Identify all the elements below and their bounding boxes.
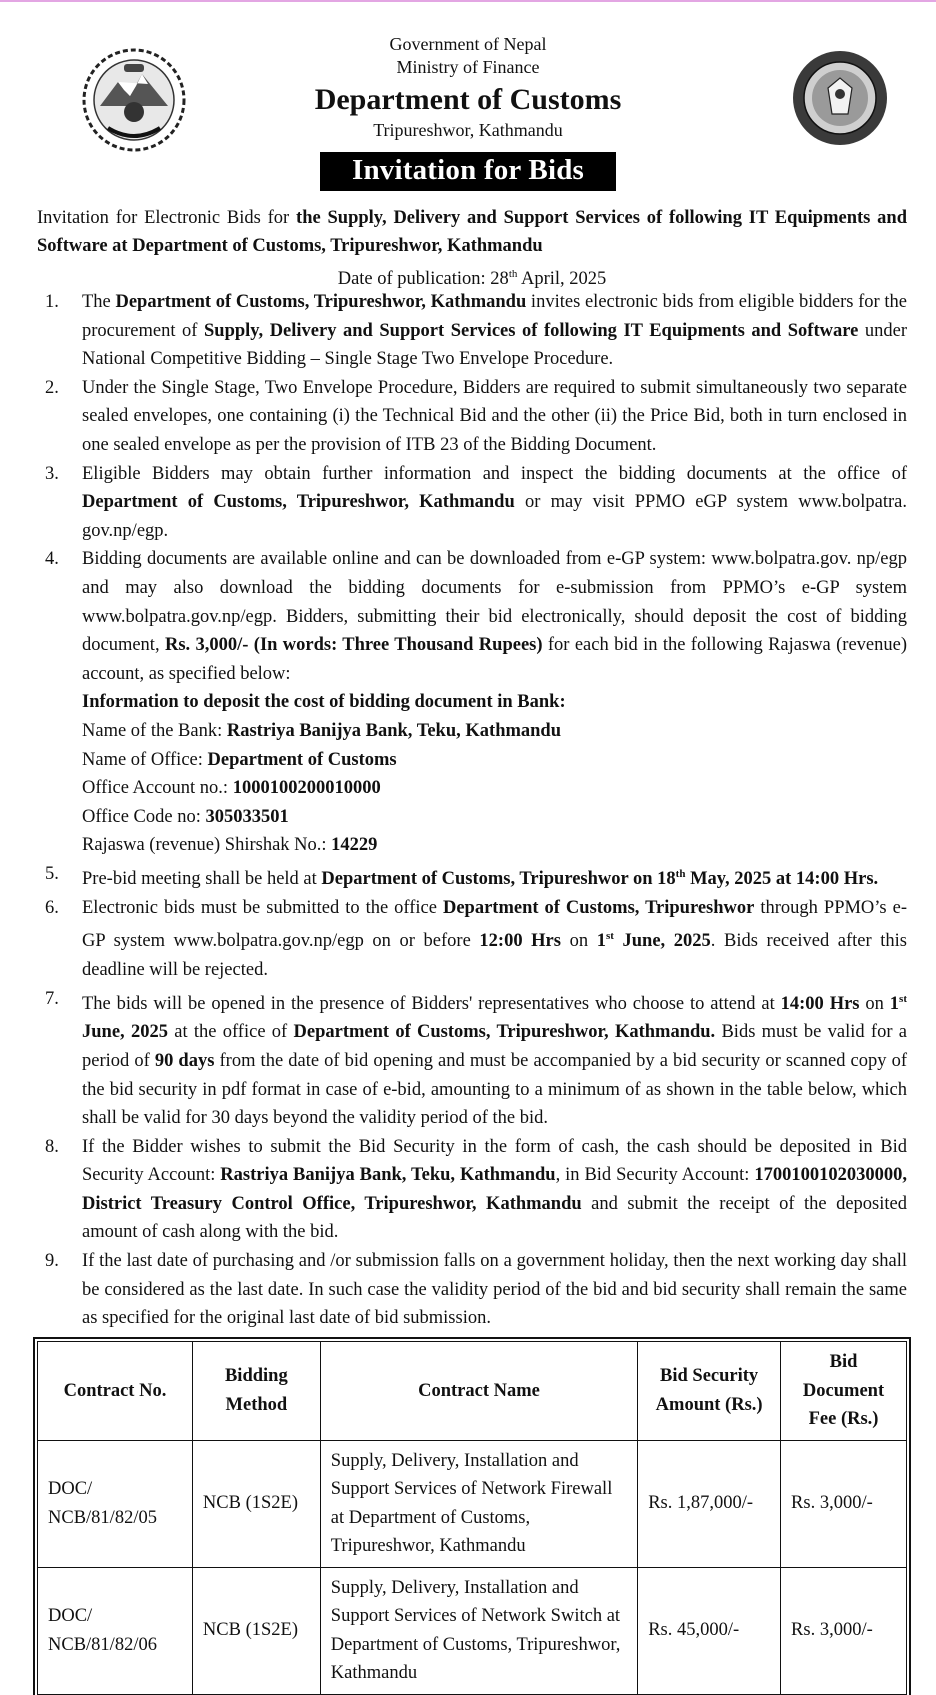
table-header-row: [38, 1342, 907, 1441]
government-line: Government of Nepal: [389, 34, 547, 54]
notice-header: [0, 33, 936, 191]
shirshak-label: Rajaswa (revenue) Shirshak No.:: [82, 835, 332, 856]
office-code-value: 305033501: [205, 806, 289, 827]
bank-info-title: Information to deposit the cost of bidding document in Bank:: [82, 692, 566, 713]
contracts-table: [37, 1341, 907, 1695]
item-number: 5.: [45, 863, 59, 884]
date-rest: April, 2025: [517, 269, 607, 290]
item-text: under National Competitive Bidding – Single Stage Two Envelope Procedure.: [82, 320, 907, 370]
header-contract-name: Contract Name: [320, 1342, 637, 1441]
cell-bid-security: Rs. 45,000/-: [638, 1567, 781, 1694]
cell-document-fee: Rs. 3,000/-: [781, 1440, 907, 1567]
header-bid-security: Bid Security Amount (Rs.): [638, 1342, 781, 1441]
cell-contract-no: DOC/ NCB/81/82/06: [38, 1567, 193, 1694]
item-bold: Department of Customs, Tripureshwor, Kathmandu: [115, 292, 527, 312]
item-bold: 1700100102030000, District Treasury Control Office, Tripureshwor, Kathmandu: [82, 1165, 907, 1214]
item-bold: Rs. 3,000/- (In words: Three Thousand Rupees): [164, 635, 543, 656]
office-name-value: Department of Customs: [207, 749, 397, 770]
cell-contract-name: Supply, Delivery, Installation and Support Services of Network Firewall at Department of Customs, Tripureshwor, Kathmandu: [320, 1440, 637, 1567]
item-number: 4.: [45, 549, 59, 570]
list-item: [37, 860, 907, 894]
item-text: If the last date of purchasing and /or submission falls on a government holiday, then the next working day shall be considered as the last date. In such case the validity period of the bid and bid security shall remain the same as specified for the original last date of bid submission.: [82, 1251, 907, 1329]
table-row: [38, 1567, 907, 1694]
item-text: for each bid in the following Rajaswa (revenue) account, as specified below:: [82, 635, 907, 684]
office-name-label: Name of Office:: [82, 749, 208, 770]
list-item: [37, 460, 907, 546]
top-border-line: [0, 0, 936, 2]
item-bold: May, 2025 at 14:00 Hrs.: [685, 869, 879, 890]
table-row: [38, 1440, 907, 1567]
item-bold: June, 2025: [613, 931, 711, 952]
item-text: on: [859, 993, 890, 1014]
item-number: 2.: [45, 377, 59, 398]
item-bold: Rastriya Banijya Bank, Teku, Kathmandu: [220, 1165, 556, 1186]
ministry-line: Ministry of Finance: [396, 57, 540, 77]
item-number: 9.: [45, 1251, 59, 1272]
header-document-fee: Bid Document Fee (Rs.): [781, 1342, 907, 1441]
item-bold: Supply, Delivery and Support Services of following IT Equipments and Software: [204, 320, 859, 341]
instruction-list: [37, 288, 907, 1333]
item-text: Electronic bids must be submitted to the office: [82, 897, 443, 918]
item-bold: 90 days: [154, 1050, 215, 1071]
item-bold: 1: [889, 993, 900, 1014]
date-sup: th: [508, 268, 518, 280]
item-text: Bids must be valid for a period of: [82, 1022, 907, 1071]
item-text: through PPMO’s e-GP system www.bolpatra.gov.np/egp on or before: [82, 897, 907, 952]
cell-document-fee: Rs. 3,000/-: [781, 1567, 907, 1694]
item-bold: Department of Customs, Tripureshwor: [442, 897, 755, 918]
invitation-banner: Invitation for Bids: [320, 152, 616, 191]
bank-info: [82, 688, 907, 860]
item-bold: Department of Customs, Tripureshwor, Kathmandu: [82, 492, 515, 513]
item-text: invites electronic bids from eligible bidders for the procurement of: [82, 292, 908, 341]
item-number: 7.: [45, 988, 59, 1009]
item-bold: Department of Customs, Tripureshwor, Kathmandu.: [293, 1022, 716, 1043]
cell-bid-security: Rs. 1,87,000/-: [638, 1440, 781, 1567]
item-bold: June, 2025: [82, 1022, 168, 1043]
item-text: The: [82, 292, 116, 312]
item-text: on: [560, 931, 597, 952]
item-bold: 12:00 Hrs: [479, 931, 561, 952]
item-number: 8.: [45, 1136, 59, 1157]
item-sup: st: [605, 930, 614, 943]
cell-bidding-method: NCB (1S2E): [192, 1567, 320, 1694]
list-item: [37, 1133, 907, 1247]
cell-contract-no: DOC/ NCB/81/82/05: [38, 1440, 193, 1567]
cell-contract-name: Supply, Delivery, Installation and Support Services of Network Switch at Department of Customs, Tripureshwor, Kathmandu: [320, 1567, 637, 1694]
item-number: 1.: [45, 292, 59, 312]
bank-name-value: Rastriya Banijya Bank, Teku, Kathmandu: [226, 720, 562, 741]
item-bold: 1: [596, 931, 606, 952]
item-text: If the Bidder wishes to submit the Bid Security in the form of cash, the cash should be deposited in Bid Security Account:: [82, 1136, 907, 1186]
item-text: or may visit PPMO eGP system www.bolpatra. gov.np/egp.: [82, 492, 907, 541]
item-bold: 14:00 Hrs: [780, 993, 860, 1014]
list-item: [37, 374, 907, 460]
header-bidding-method: Bidding Method: [192, 1342, 320, 1441]
item-text: from the date of bid opening and must be accompanied by a bid security or scanned copy of the bid security in pdf format in case of e-bid, amounting to a minimum of as shown in the table below, which shall be valid for 30 days beyond the validity period of the bid.: [82, 1050, 907, 1129]
intro-bold: the Supply, Delivery and Support Services of following IT Equipments and Software at Department of Customs, Tripureshwor, Kathmandu: [37, 208, 907, 256]
header-contract-no: Contract No.: [38, 1342, 193, 1441]
item-number: 3.: [45, 463, 59, 484]
item-text: , in Bid Security Account:: [555, 1165, 755, 1186]
list-item: [37, 288, 907, 374]
item-text: . Bids received after this deadline will be rejected.: [82, 931, 908, 980]
item-bold: Department of Customs, Tripureshwor on 18: [321, 869, 676, 890]
item-text: Under the Single Stage, Two Envelope Procedure, Bidders are required to submit simultaneously two separate sealed envelopes, one containing (i) the Technical Bid and the other (ii) the Price Bid, both in turn enclosed in one sealed envelope as per the provision of ITB 23 of the Bidding Document.: [82, 377, 907, 455]
item-text: Pre-bid meeting shall be held at: [82, 869, 322, 890]
bank-name-label: Name of the Bank:: [82, 720, 227, 741]
list-item: [37, 545, 907, 860]
cell-bidding-method: NCB (1S2E): [192, 1440, 320, 1567]
location-line: Tripureshwor, Kathmandu: [373, 120, 563, 140]
item-number: 6.: [45, 897, 59, 918]
shirshak-value: 14229: [331, 835, 378, 856]
account-value: 1000100200010000: [232, 778, 381, 799]
item-sup: st: [899, 992, 907, 1005]
department-title: Department of Customs: [314, 83, 622, 116]
office-code-label: Office Code no:: [82, 806, 206, 827]
list-item: [37, 1247, 907, 1333]
item-text: Bidding documents are available online and can be downloaded from e-GP system: www.bolpatra.gov. np/egp and may also download the bidding documents for e-submission from PPMO’s e-GP system www.bolpatra.gov.np/egp. Bidders, submitting their bid electronically, should deposit the cost of bidding document,: [82, 549, 907, 656]
intro-paragraph: [37, 204, 907, 293]
item-text: at the office of: [167, 1022, 294, 1043]
intro-prefix: Invitation for Electronic Bids for: [37, 208, 297, 228]
list-item: [37, 894, 907, 985]
list-item: [37, 985, 907, 1133]
item-text: Eligible Bidders may obtain further information and inspect the bidding documents at the office of: [82, 463, 907, 484]
item-text: The bids will be opened in the presence of Bidders' representatives who choose to attend at: [82, 993, 781, 1014]
item-text: and submit the receipt of the deposited amount of cash along with the bid.: [82, 1193, 907, 1243]
account-label: Office Account no.:: [82, 778, 233, 799]
item-sup: th: [675, 867, 686, 880]
date-label: Date of publication: 28: [337, 269, 509, 290]
